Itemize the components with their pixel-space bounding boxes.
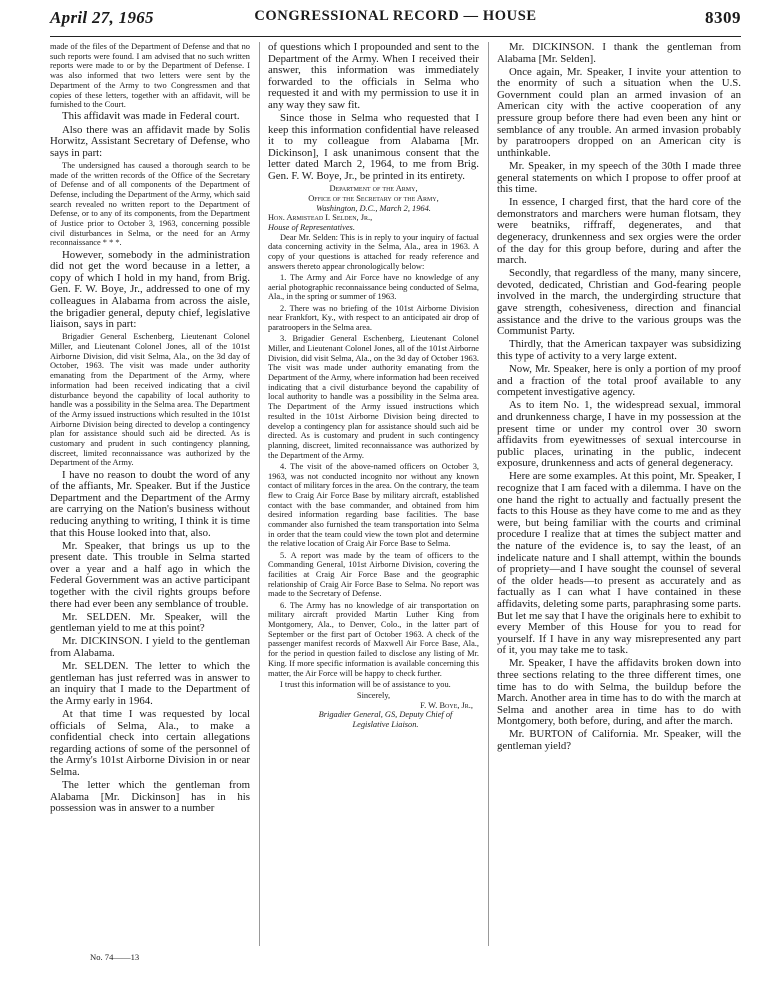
paragraph: Mr. DICKINSON. I yield to the gentleman from Alabama. xyxy=(50,635,250,660)
header-date: April 27, 1965 xyxy=(50,8,154,27)
signature-title: Legislative Liaison. xyxy=(352,720,419,730)
letterhead-line: Department of the Army, xyxy=(329,184,418,194)
paragraph: Mr. Speaker, in my speech of the 30th I made three general statements on which I propose to offer proof at this time. xyxy=(497,159,741,196)
letter-addressee: Hon. Armistead I. Selden, Jr., xyxy=(268,213,373,223)
paragraph: Since those in Selma who requested that I keep this information confidential have released it to my colleague from Alabama [Mr. Dickinson], I ask unanimous consent that the letter dated March 2, 1964, to me from Brig. Gen. F. W. Boye, Jr., be printed in its entirety. xyxy=(268,112,479,183)
issue-number: No. 74——13 xyxy=(90,952,140,962)
quoted-letter: Brigadier General Eschenberg, Lieutenant Colonel Miller, and Lieutenant Colonel Jones, all of the 101st Airborne Division, did visit Selma, Ala., on the 3d day of October, 1963. The visit was made under authority emanating from the Department of the Army, where information had been received indicating that a civil disturbance beyond the capability of local authority to handle was a possibility in the Selma area. The Department of the Army issued instructions which resulted in the 101st Airborne Division being directed to develop a contingency plan for assistance should such aid be directed. As is customary and prudent in such contingency planning, discreet, limited reconnaissance was authorized by the Department of the Army. xyxy=(50,332,250,468)
paragraph: of questions which I propounded and sent to the Department of the Army. When I received their answer, this information was immediately forwarded to the officials in Selma who requested it and with my permission to use it in any way they saw fit. xyxy=(268,41,479,111)
letter-item: 2. There was no briefing of the 101st Airborne Division near Frankfort, Ky., with respect to an anticipated air drop of paratroopers in the Selma area. xyxy=(268,303,479,332)
signature-name: F. W. Boye, Jr., xyxy=(420,700,473,710)
paragraph: As to item No. 1, the widespread sexual, immoral and drunkenness charge, I have in my possession at the present time or under my control over 30 sworn affidavits from eyewitnesses of sexual intercourse in public places, urinating in the public, indecent exposure, drunkenness and acts of general degeneracy. xyxy=(497,399,741,470)
signature-title: Brigadier General, GS, Deputy Chief of xyxy=(318,710,453,720)
paragraph: Mr. DICKINSON. I thank the gentleman from Alabama [Mr. Selden]. xyxy=(497,41,741,65)
column-1 xyxy=(50,42,250,816)
paragraph: Here are some examples. At this point, Mr. Speaker, I recognize that I am faced with a dilemma. I have on the one hand the right to actually and factually present the facts to this House as they have come to me and as they were, but being familiar with the courts and criminal procedure I realize that at times the subject matter and the nature of the evidence is, to say the least, of an indelicate nature and I shall attempt, within the bounds of propriety—and I have sought the counsel of several of the older heads—to present as accurately and as factually as I can what I have contained in these affidavits, deleting some parts, paraphrasing some parts. But let me say that I have the originals here to exhibit to every Member of this House for you to read for yourself. If I have in any way misrepresented any part of it, you may take me to task. xyxy=(497,470,741,657)
paragraph: Mr. SELDEN. Mr. Speaker, will the gentleman yield to me at this point? xyxy=(50,610,250,635)
column-divider xyxy=(488,42,489,946)
paragraph: In essence, I charged first, that the hard core of the demonstrators and marchers were human flotsam, they were beatniks, riffraff, degenerates, and that degeneracy, drunkenness and sex orgies were the order of the day for this group before, during and after the march. xyxy=(497,196,741,267)
paragraph: Now, Mr. Speaker, here is only a portion of my proof and a fraction of the total proof available to any competent investigative agency. xyxy=(497,363,741,399)
paragraph: Mr. Speaker, that brings us up to the present date. This trouble in Selma started over a year and a half ago in which the Federal Government was an active participant together with the civil rights groups before there had ever been any semblance of trouble. xyxy=(50,539,250,610)
paragraph: However, somebody in the administration did not get the word because in a letter, a copy of which I hold in my hand, from Brig. Gen. F. W. Boye, Jr., addressed to one of my colleagues in Alabama from across the aisle, the brigadier general, deputy chief, legislative liaison, says in part: xyxy=(50,248,250,331)
paragraph: This affidavit was made in Federal court. xyxy=(62,110,240,123)
page-header xyxy=(50,8,741,34)
header-rule xyxy=(50,36,741,37)
letter-item: 5. A report was made by the team of officers to the Commanding General, 101st Airborne Division, covering the facilities at Craig Air Force Base and the geographic relationship of Craig Air Force Base to Selma. No report was made to the Secretary of Defense. xyxy=(268,550,479,599)
paragraph: Thirdly, that the American taxpayer was subsidizing this type of activity to a very large extent. xyxy=(497,338,741,362)
quoted-affidavit-end: made of the files of the Department of Defense and that no such reports were found. I am advised that no such written reports were made to or by the Department of Defense. I was also informed that two letters were sent by the Department of the Army to two Congressmen and that copies of these letters, together with an affidavit, will be furnished to the Court. xyxy=(50,42,250,110)
letter-item: 4. The visit of the above-named officers on October 3, 1963, was not conducted incognito nor without any known contact of military forces in the area. On the contrary, the team flew to Craig Air Force Base by military aircraft, established contact with the base commander, and obtained from him desired information regarding base facilities. The base commander also furnished the team transportation into Selma in order that the team could view the town plot and determine the relative location of Craig Air Force Base to Selma. xyxy=(268,461,479,549)
header-title: CONGRESSIONAL RECORD — HOUSE xyxy=(254,8,537,24)
letter-closing: Sincerely, xyxy=(356,690,391,700)
letter-addressee: House of Representatives. xyxy=(268,222,355,232)
letter-salutation: Dear Mr. Selden: This is in reply to your inquiry of factual data concerning activity in the Selma, Ala., area in 1963. A copy of your questions is attached for ready reference and answers thereto appear chronologically below: xyxy=(268,232,479,271)
letterhead-line: Office of the Secretary of the Army, xyxy=(308,193,439,203)
paragraph: The letter which the gentleman from Alabama [Mr. Dickinson] has in his possession was in answer to a number xyxy=(50,779,250,815)
paragraph: I have no reason to doubt the word of any of the affiants, Mr. Speaker. But if the Justice Department and the Department of the Army are carrying on the Nation's business without reducing anything to writing, I think it is time that this House looked into that, also. xyxy=(50,468,250,539)
paragraph: Mr. BURTON of California. Mr. Speaker, will the gentleman yield? xyxy=(497,728,741,753)
paragraph: Once again, Mr. Speaker, I invite your attention to the enormity of such a situation when the U.S. Government could plan an armed invasion of an American city with the active cooperation of any pressure group before there had even been any hint or semblance of any trouble. An armed invasion probably by paratroopers dropped on an American city is unthinkable. xyxy=(497,65,741,159)
letter-item: 3. Brigadier General Eschenberg, Lieutenant Colonel Miller, and Lieutenant Colonel Jones, all of the 101st Airborne Division, did visit Selma, Ala., on the 3d day of October 1963. The visit was made under authority emanating from the Department of the Army, where information had been received indicating that a civil disturbance beyond the capability of local authority to handle was a possibility in the Selma area. The Department of the Army issued instructions which resulted in the 101st Airborne Division being directed to develop a contingency plan for assistance should such aid be directed. As is customary and prudent in such contingency planning, discreet, limited reconnaissance was authorized by the Department of the Army. xyxy=(268,334,479,460)
column-2 xyxy=(268,42,479,730)
paragraph: Mr. SELDEN. The letter to which the gentleman has just referred was in answer to an inquiry that I made to the Department of the Army early in 1964. xyxy=(50,660,250,707)
letter-item: 6. The Army has no knowledge of air transportation on military aircraft provided Martin Luther King from Montgomery, Ala., to Denver, Colo., in the latter part of September or the first part of October 1963. A check of the passenger manifest records of Maxwell Air Force Base, Ala., for the period in question failed to disclose any listing of Mr. King. If more specific information is available concerning this matter, the Air Force will be happy to check further. xyxy=(268,600,479,678)
letter-closing: I trust this information will be of assistance to you. xyxy=(280,679,451,689)
column-divider xyxy=(259,42,260,946)
paragraph: Mr. Speaker, I have the affidavits broken down into three sections relating to the three different times, one time has to do with Selma, the buildup before the March. Another area in time has to do with the march at Selma and another area in time has to do with Montgomery, both before, during, and after the march. xyxy=(497,657,741,728)
paragraph: Secondly, that regardless of the many, many sincere, devoted, dedicated, Christian and God-fearing people involved in the march, the undergirding structure that gave strength, cohesiveness, direction and financial assistance and the drive to the various groups was the Communist Party. xyxy=(497,267,741,338)
letterhead-date: Washington, D.C., March 2, 1964. xyxy=(316,203,431,213)
paragraph: Also there was an affidavit made by Solis Horwitz, Assistant Secretary of Defense, who says in part: xyxy=(50,123,250,159)
column-3 xyxy=(497,42,741,754)
header-page-number: 8309 xyxy=(705,8,741,27)
quoted-affidavit: The undersigned has caused a thorough search to be made of the written records of the Office of the Secretary of Defense and of all components of the Department of Defense, including the Department of the Army, which said search revealed no written report to the Department of Defense, or to any of its components, from the Department of Justice prior to October 3, 1963, concerning possible civil disturbances in Selma, or the need for an Army reconnaissance * * *. xyxy=(50,160,250,248)
letter-item: 1. The Army and Air Force have no knowledge of any aerial photographic reconnaissance being conducted of Selma, Ala., in the spring or summer of 1963. xyxy=(268,272,479,302)
paragraph: At that time I was requested by local officials of Selma, Ala., to make a confidential check into certain allegations regarding actions of some of the personnel of the Army's 101st Airborne Division in or near Selma. xyxy=(50,708,250,778)
